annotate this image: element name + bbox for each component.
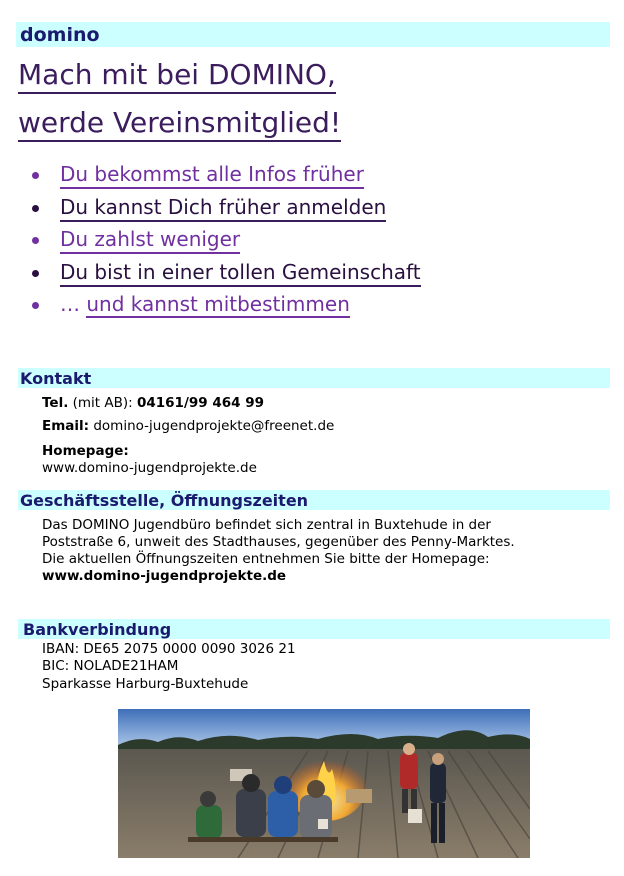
bic: BIC: NOLADE21HAM [42, 658, 179, 674]
bullet-dot [32, 270, 39, 277]
bullet-prefix: … [60, 292, 87, 316]
bullet-mitbestimmen-link[interactable]: und kannst mitbestimmen [86, 292, 350, 316]
homepage-value[interactable]: www.domino-jugendprojekte.de [42, 460, 257, 476]
bullet-dot [32, 302, 39, 309]
bullet-weniger-link[interactable]: Du zahlst weniger [60, 226, 240, 254]
org-name: domino [20, 24, 100, 46]
kontakt-title: Kontakt [20, 369, 92, 388]
bank-name: Sparkasse Harburg-Buxtehude [42, 676, 249, 692]
tel-label: Tel. [42, 395, 69, 411]
kontakt-band [18, 368, 610, 388]
campfire-photo [118, 709, 530, 858]
tel-line [42, 395, 264, 412]
email-line [42, 418, 334, 435]
geschaeftsstelle-homepage[interactable]: www.domino-jugendprojekte.de [42, 568, 287, 584]
bullet-anmelden-link[interactable]: Du kannst Dich früher anmelden [60, 194, 386, 222]
geschaeftsstelle-line-2: Poststraße 6, unweit des Stadthauses, gegenüber des Penny-Marktes. [42, 534, 515, 550]
bullet-infos-link[interactable]: Du bekommst alle Infos früher [60, 161, 364, 189]
bullet-mitbestimmen [60, 291, 350, 317]
bank-band [18, 619, 610, 639]
email-label: Email: [42, 418, 90, 434]
geschaeftsstelle-line-1: Das DOMINO Jugendbüro befindet sich zentral in Buxtehude in der [42, 517, 491, 533]
tel-note: (mit AB): [68, 395, 137, 411]
iban: IBAN: DE65 2075 0000 0090 3026 21 [42, 641, 296, 657]
tel-number: 04161/99 464 99 [136, 395, 265, 411]
headline-line-2[interactable]: werde Vereinsmitglied! [18, 106, 341, 142]
header-band [16, 22, 610, 47]
geschaeftsstelle-band [18, 490, 610, 510]
bank-title: Bankverbindung [23, 620, 172, 639]
geschaeftsstelle-title: Geschäftsstelle, Öffnungszeiten [20, 491, 309, 510]
bullet-dot [32, 237, 39, 244]
bullet-gemeinschaft-link[interactable]: Du bist in einer tollen Gemeinschaft [60, 259, 421, 287]
bullet-dot [32, 172, 39, 179]
homepage-label: Homepage: [42, 443, 129, 459]
headline-line-1[interactable]: Mach mit bei DOMINO, [18, 58, 336, 94]
bullet-dot [32, 205, 39, 212]
geschaeftsstelle-line-3: Die aktuellen Öffnungszeiten entnehmen Sie bitte der Homepage: [42, 551, 490, 567]
email-value[interactable]: domino-jugendprojekte@freenet.de [89, 418, 335, 434]
